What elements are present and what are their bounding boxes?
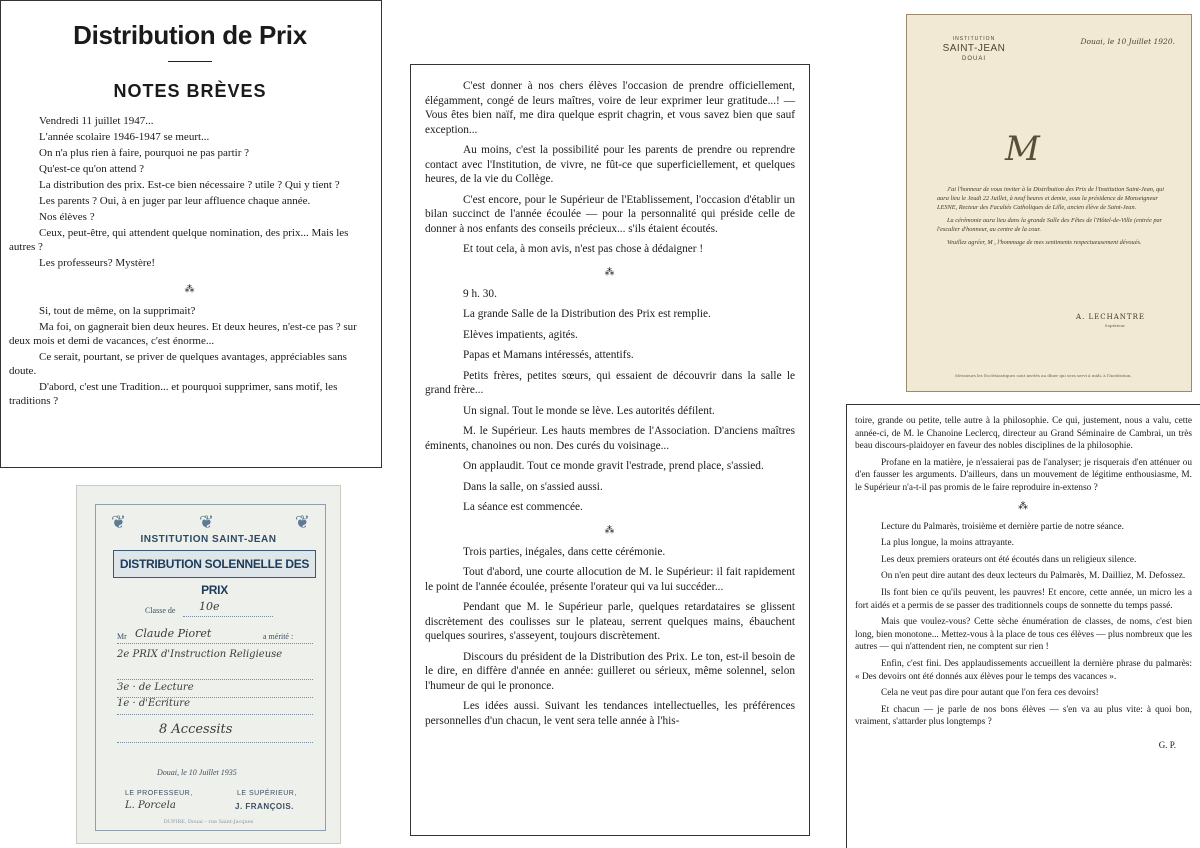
invitation-institution-name: SAINT-JEAN xyxy=(942,43,1006,54)
title-rule xyxy=(168,61,212,62)
prize-certificate xyxy=(76,485,341,844)
paragraph: Si, tout de même, on la supprimait? xyxy=(39,305,196,317)
paragraph: Les professeurs? Mystère! xyxy=(39,257,156,269)
prize-line-1: 2e PRIX d'Instruction Religieuse xyxy=(117,649,283,660)
paragraph: Ceux, peut-être, qui attendent quelque nomination, des prix... Mais les autres ? xyxy=(9,227,349,253)
paragraph: Lecture du Palmarès, troisième et dernière partie de notre séance. xyxy=(881,521,1124,532)
invitation-city: DOUAI xyxy=(961,56,986,62)
invitation-date: Douai, le 10 Juillet 1920. xyxy=(1080,37,1175,46)
paragraph: Et tout cela, à mon avis, n'est pas chose à dédaigner ! xyxy=(463,243,704,255)
section-separator: ⁂ xyxy=(1018,500,1029,512)
dotted-line xyxy=(183,616,273,617)
certificate-institution: INSTITUTION SAINT-JEAN xyxy=(140,534,277,545)
paragraph: Un signal. Tout le monde se lève. Les autorités défilent. xyxy=(463,404,715,417)
prize-line-3: 1e · d'Ecriture xyxy=(117,698,191,709)
ornament-left: ❦ xyxy=(111,512,127,533)
paragraph: Au moins, c'est la possibilité pour les parents de prendre ou reprendre contact avec l'Institution, de vivre, ne fût-ce que superficiellement, et quelques heures, de la vie du Collège. xyxy=(425,144,795,185)
paragraph: J'ai l'honneur de vous inviter à la Distribution des Prix de l'Institution Saint-Jean, qui aura lieu le Jeudi 22 Juillet, à neuf heures et demie, sous la présidence de Monseigneur LESNE, Recteur des Facultés Catholiques de Lille, ancien élève de Saint-Jean. xyxy=(937,186,1165,211)
invitation-footnote: Messieurs les Ecclésiastiques sont invités au dîner qui sera servi à midi, à l'Institution. xyxy=(955,373,1132,378)
paragraph: Profane en la matière, je n'essaierai pas de l'analyser; je risquerais d'en atténuer ou d'en fausser les arguments. D'ailleurs, dans un mouvement de légitime enthousiasme, M. le Supérieur n'a-t-il pas promis de le faire reproduire in-extenso ? xyxy=(855,457,1192,493)
paragraph: La distribution des prix. Est-ce bien nécessaire ? utile ? Qui y tient ? xyxy=(39,179,340,191)
invitation-signer: A. LECHANTRE xyxy=(1076,313,1145,321)
paragraph: Les deux premiers orateurs ont été écoutés dans un religieux silence. xyxy=(881,554,1137,565)
notes-subtitle: NOTES BRÈVES xyxy=(113,81,267,101)
ornament-center: ❦ xyxy=(199,512,215,533)
paragraph: Qu'est-ce qu'on attend ? xyxy=(39,163,145,175)
student-name: Claude Pioret xyxy=(135,627,212,640)
author-signature: G. P. xyxy=(1158,739,1176,750)
paragraph: Dans la salle, on s'assied aussi. xyxy=(463,480,603,493)
merit-label: a mérité : xyxy=(263,632,294,641)
paragraph: C'est encore, pour le Supérieur de l'Etablissement, l'occasion d'établir un bilan succinct de l'année écoulée — pour la personnalité qui préside celle de donner à nos enfants des conseils précieux... s'ils étaient écoutés. xyxy=(425,193,795,235)
paragraph: 9 h. 30. xyxy=(463,287,497,300)
paragraph: Tout d'abord, une courte allocution de M. le Supérieur: il fait rapidement le point de l'année écoulée, présente l'orateur qui va lui succéder... xyxy=(425,566,795,593)
paragraph: Ils font bien ce qu'ils peuvent, les pauvres! Et encore, cette année, un micro les a fort aidés et a permis de se passer des traditionnels coups de sonnette du temps passé. xyxy=(855,587,1192,611)
paragraph: Petits frères, petites sœurs, qui essaient de découvrir dans la salle le grand frère... xyxy=(425,369,795,396)
invitation-card xyxy=(906,14,1192,392)
dotted-line xyxy=(117,742,313,743)
paragraph: Nos élèves ? xyxy=(39,211,95,223)
paragraph: Trois parties, inégales, dans cette cérémonie. xyxy=(463,545,666,558)
dotted-line xyxy=(117,679,313,680)
superior-label: LE SUPÉRIEUR, xyxy=(237,790,297,797)
professor-signature: L. Porcela xyxy=(125,800,176,811)
paragraph: Ma foi, on gagnerait bien deux heures. Et deux heures, n'est-ce pas ? sur deux mois et demi de vacances, c'est énorme... xyxy=(9,321,357,347)
class-value: 10e xyxy=(199,600,220,613)
middle-body xyxy=(425,79,795,728)
paragraph: La plus longue, la moins attrayante. xyxy=(881,538,1014,549)
dotted-line xyxy=(117,643,313,644)
paragraph: Et chacun — je parle de nos bons élèves — s'en va au plus vite: à quoi bon, vraiment, s'attarder plus longtemps ? xyxy=(855,704,1192,728)
section-separator: ⁂ xyxy=(184,284,196,295)
paragraph: On n'en peut dire autant des deux lecteurs du Palmarès, M. Dailliez, M. Defossez. xyxy=(881,571,1186,582)
printer-footer: DUPIRE, Douai – rue Saint-Jacques xyxy=(163,819,254,825)
paragraph: On n'a plus rien à faire, pourquoi ne pas partir ? xyxy=(39,147,249,159)
section-separator: ⁂ xyxy=(604,524,616,536)
paragraph: Papas et Mamans intéressés, attentifs. xyxy=(463,349,634,361)
paragraph: Cela ne veut pas dire pour autant que l'on fera ces devoirs! xyxy=(881,688,1099,699)
article-middle-panel xyxy=(410,64,810,836)
article-right-panel xyxy=(846,404,1200,848)
paragraph: On applaudit. Tout ce monde gravit l'estrade, prend place, s'assied. xyxy=(463,460,764,472)
paragraph: Les idées aussi. Suivant les tendances intellectuelles, les préférences personnelles d'un chacun, le vent sera telle année à l'his- xyxy=(425,700,795,727)
section-separator: ⁂ xyxy=(604,266,616,278)
paragraph: C'est donner à nos chers élèves l'occasion de prendre officiellement, élégamment, congé de leurs maîtres, voire de leur exprimer leur gratitude...! — Vous êtes bien naïf, me dira quelque esprit chagrin, et vous savez bien que sauf exception... xyxy=(425,80,795,136)
paragraph: L'année scolaire 1946-1947 se meurt... xyxy=(39,131,210,143)
paragraph: D'abord, c'est une Tradition... et pourquoi supprimer, sans motif, les traditions ? xyxy=(9,381,338,407)
notes-body xyxy=(9,114,371,408)
paragraph: Veuillez agréer, M , l'hommage de mes sentiments respectueusement dévoués. xyxy=(947,239,1142,246)
paragraph: Enfin, c'est fini. Des applaudissements accueillent la dernière phrase du palmarès: « Des devoirs ont été donnés aux élèves pour le temps des vacances ». xyxy=(855,658,1192,682)
ornament-right: ❦ xyxy=(294,512,310,533)
certificate-banner: DISTRIBUTION SOLENNELLE DES PRIX xyxy=(113,550,316,578)
place-date: Douai, le 10 Juillet 1935 xyxy=(157,768,237,777)
invitation-signer-role: Supérieur xyxy=(1104,323,1125,328)
right-body xyxy=(855,415,1192,751)
notes-panel xyxy=(0,0,382,468)
invitation-body xyxy=(937,185,1167,251)
prize-line-2: 3e · de Lecture xyxy=(117,682,194,693)
invitation-institution-label: INSTITUTION xyxy=(952,36,996,42)
accessits: 8 Accessits xyxy=(159,722,233,737)
paragraph: toire, grande ou petite, telle autre à la philosophie. Ce qui, justement, nous a valu, cette année-ci, de M. le Chanoine Leclercq, directeur au Grand Séminaire de Cambrai, un très beau discours-plaidoyer en faveur des nobles disciplines de la philosophie. xyxy=(855,416,1192,452)
invitation-monogram: M xyxy=(1005,129,1040,169)
paragraph: Discours du président de la Distribution des Prix. Le ton, est-il besoin de le dire, en diffère d'année en année: guilleret ou sérieux, même solennel, selon l'humeur de qui le prononce. xyxy=(425,650,795,692)
paragraph: M. le Supérieur. Les hauts membres de l'Association. D'anciens maîtres éminents, chanoines ou non. Des curés du voisinage... xyxy=(425,425,795,452)
superior-name: J. FRANÇOIS. xyxy=(235,802,294,811)
paragraph: Elèves impatients, agités. xyxy=(463,328,578,341)
class-label: Classe de xyxy=(145,606,176,615)
paragraph: Mais que voulez-vous? Cette sèche énumération de classes, de noms, c'est bien long, bien monotone... Mettez-vous à la place de tous ces élèves — plus nombreux que les autres — qui n'attendent rien, ne comptent sur rien ! xyxy=(855,617,1192,653)
paragraph: La séance est commencée. xyxy=(463,501,583,513)
dotted-line xyxy=(117,714,313,715)
paragraph: Les parents ? Oui, à en juger par leur affluence chaque année. xyxy=(39,195,311,207)
paragraph: Vendredi 11 juillet 1947... xyxy=(39,115,154,127)
notes-title: Distribution de Prix xyxy=(73,20,307,50)
student-prefix: Mr xyxy=(117,632,127,641)
paragraph: Pendant que M. le Supérieur parle, quelques retardataires se glissent discrètement des coulisses sur le plateau, serrent quelques mains, ébauchent quelques sourires, s'asseyent, toujours discrètement. xyxy=(425,601,795,642)
paragraph: La grande Salle de la Distribution des Prix est remplie. xyxy=(463,308,711,320)
paragraph: La cérémonie aura lieu dans la grande Salle des Fêtes de l'Hôtel-de-Ville (entrée par l'escalier d'honneur, au centre de la cour. xyxy=(937,217,1163,233)
professor-label: LE PROFESSEUR, xyxy=(125,790,193,797)
paragraph: Ce serait, pourtant, se priver de quelques avantages, appréciables sans doute. xyxy=(9,351,347,377)
